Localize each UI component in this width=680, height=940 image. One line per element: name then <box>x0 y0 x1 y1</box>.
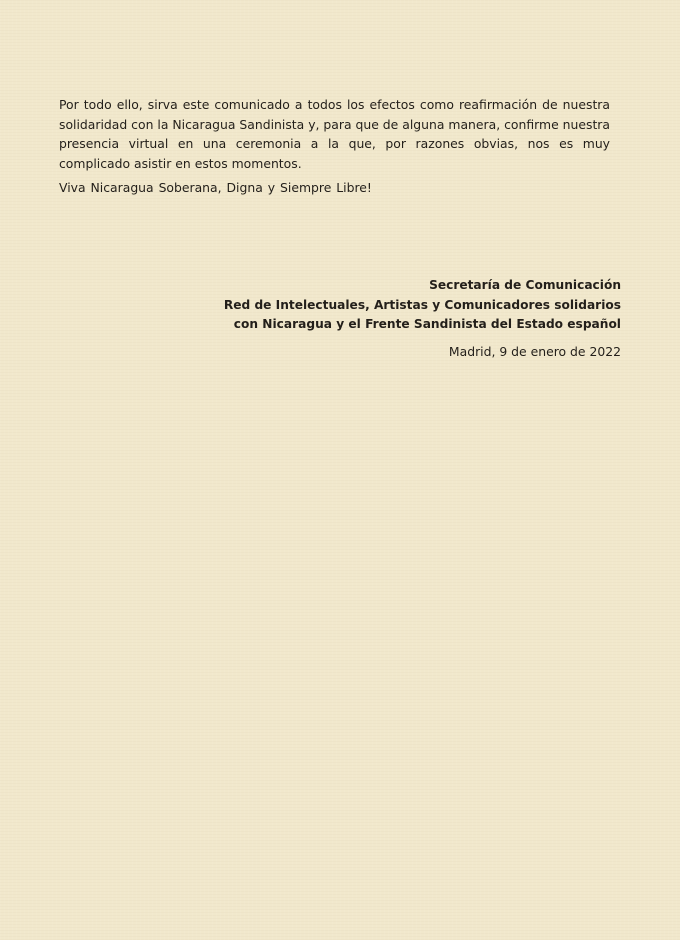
signature-line-network: Red de Intelectuales, Artistas y Comunicadores solidarios <box>223 297 621 312</box>
signature-line-secretariat: Secretaría de Comunicación <box>429 278 621 292</box>
closing-line: Viva Nicaragua Soberana, Digna y Siempre Libre! <box>59 180 372 195</box>
body-paragraph: Por todo ello, sirva este comunicado a todos los efectos como reafirmación de nuestra solidaridad con la Nicaragua Sandinista y, para que de alguna manera, confirme nuestra presencia virtual en una ceremonia a la que, por razones obvias, nos es muy complicado asistir en estos momentos. <box>59 97 610 171</box>
date-line: Madrid, 9 de enero de 2022 <box>448 344 621 359</box>
signature-block <box>61 276 621 335</box>
signature-line-affiliation: con Nicaragua y el Frente Sandinista del Estado español <box>233 317 621 331</box>
